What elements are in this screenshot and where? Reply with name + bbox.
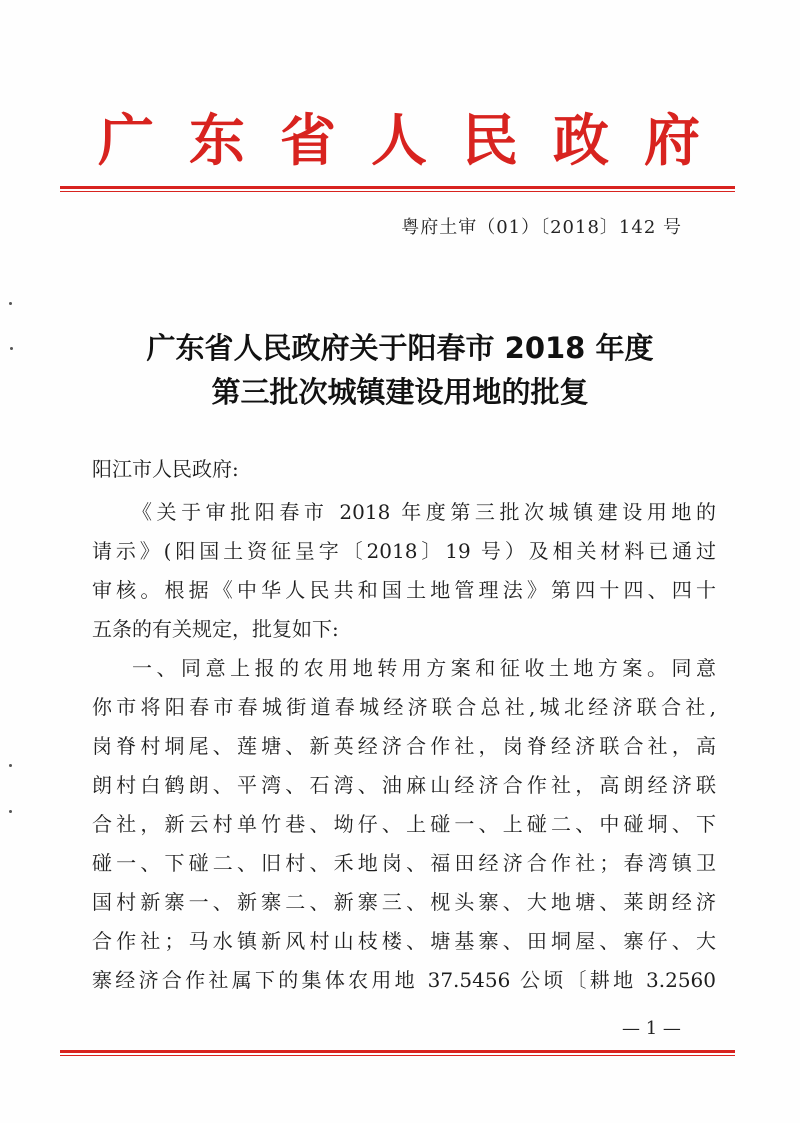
issuer-heading <box>60 108 740 174</box>
body-line: 《关于审批阳春市 2018 年度第三批次城镇建设用地的 <box>132 500 716 524</box>
scan-speck <box>10 347 13 350</box>
issuer-char: 东 <box>189 108 245 174</box>
scan-speck <box>9 764 12 767</box>
header-red-rule-thick <box>60 186 735 189</box>
title-line: 第三批次城镇建设用地的批复 <box>211 375 589 409</box>
document-title <box>60 326 740 414</box>
title-line: 广东省人民政府关于阳春市 2018 年度 <box>146 331 654 365</box>
body-line: 国村新寨一、新寨二、新寨三、枧头寨、大地塘、莱朗经济 <box>92 890 716 914</box>
footer-red-rule-thin <box>60 1055 735 1056</box>
body-line: 五条的有关规定，批复如下: <box>92 617 339 641</box>
issuer-char: 广 <box>98 108 154 174</box>
body-line: 合作社；马水镇新风村山枝楼、塘基寨、田垌屋、寨仔、大 <box>92 929 716 953</box>
body-line: 朗村白鹤朗、平湾、石湾、油麻山经济合作社，高朗经济联 <box>92 773 716 797</box>
footer-red-rule-thick <box>60 1050 735 1053</box>
body-line: 寨经济合作社属下的集体农用地 37.5456 公顷〔耕地 3.2560 <box>92 968 716 992</box>
body-line: 请示》(阳国土资征呈字〔2018〕19 号）及相关材料已通过 <box>92 539 716 563</box>
scan-speck <box>9 810 12 813</box>
page-number: — 1 — <box>622 1018 681 1039</box>
header-red-rule-thin <box>60 191 735 192</box>
issuer-char: 人 <box>371 108 427 174</box>
issuer-char: 府 <box>644 108 700 174</box>
document-body <box>92 450 716 1000</box>
body-line: 岗脊村垌尾、莲塘、新英经济合作社，岗脊经济联合社，高 <box>92 734 716 758</box>
body-line: 碰一、下碰二、旧村、禾地岗、福田经济合作社；春湾镇卫 <box>92 851 716 875</box>
body-line: 你市将阳春市春城街道春城经济联合总社,城北经济联合社, <box>92 695 716 719</box>
document-number: 粤府土审（01）〔2018〕142 号 <box>401 217 682 238</box>
body-line: 合社，新云村单竹巷、坳仔、上碰一、上碰二、中碰垌、下 <box>92 812 716 836</box>
body-line: 一、同意上报的农用地转用方案和征收土地方案。同意 <box>132 656 716 680</box>
scan-speck <box>9 302 12 305</box>
body-line: 审核。根据《中华人民共和国土地管理法》第四十四、四十 <box>92 578 716 602</box>
salutation: 阳江市人民政府: <box>92 457 239 481</box>
issuer-char: 政 <box>553 108 609 174</box>
issuer-char: 省 <box>280 108 336 174</box>
issuer-char: 民 <box>462 108 518 174</box>
